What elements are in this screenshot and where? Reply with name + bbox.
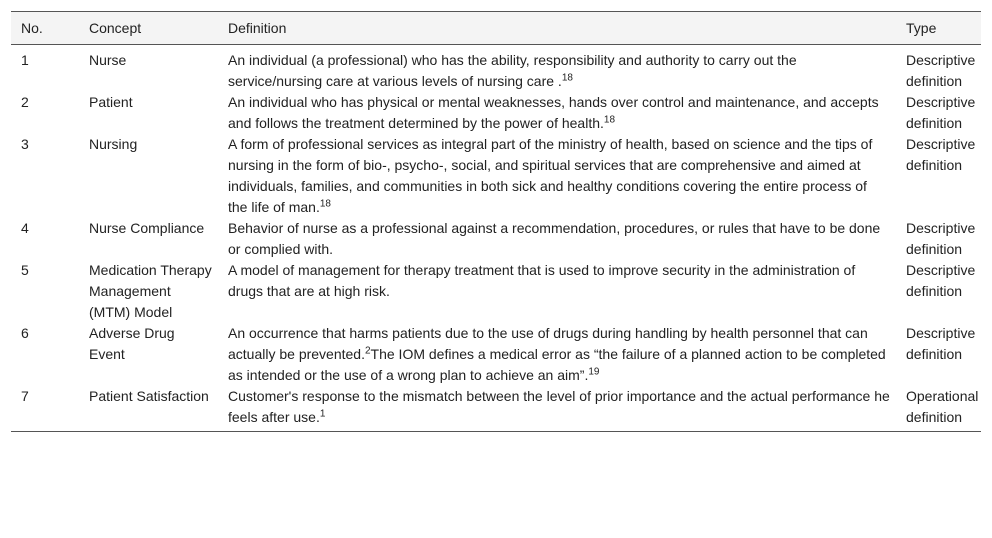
row-number: 3 (21, 136, 29, 152)
table-row (11, 45, 981, 93)
row-concept: Patient (89, 94, 133, 110)
row-type: Descriptive definition (906, 325, 976, 362)
header-row (11, 12, 981, 45)
table-row (11, 92, 981, 134)
table-row (11, 386, 981, 432)
row-definition (218, 218, 896, 260)
row-type: Descriptive definition (906, 262, 976, 299)
row-concept: Adverse Drug Event (89, 325, 175, 362)
definition-text: An individual who has physical or mental weaknesses, hands over control and maintenance, and accepts and follows the treatment determined by the power of health. (228, 94, 879, 131)
row-definition (218, 134, 896, 218)
table-row (11, 323, 981, 386)
row-number: 4 (21, 220, 29, 236)
table-body (11, 45, 981, 432)
definition-text: Behavior of nurse as a professional against a recommendation, procedures, or rules that have to be done or complied with. (228, 220, 881, 257)
table-header (11, 12, 981, 45)
table-row (11, 260, 981, 323)
row-definition (218, 386, 896, 432)
table-row (11, 134, 981, 218)
citation-reference: 2 (364, 345, 371, 357)
row-type: Descriptive definition (906, 220, 976, 257)
citation-reference: 18 (603, 114, 616, 126)
table-row (11, 218, 981, 260)
definition-text: The IOM defines a medical error as “the failure of a planned action to be completed as intended or the use of a wrong plan to achieve an aim”. (228, 346, 886, 383)
row-concept: Patient Satisfaction (79, 386, 218, 432)
row-number: 1 (21, 52, 29, 68)
definition-text: An individual (a professional) who has the ability, responsibility and authority to carry out the service/nursing care at various levels of nursing care . (228, 52, 797, 89)
header-definition: Definition (218, 12, 896, 45)
row-definition (218, 92, 896, 134)
row-definition (218, 260, 896, 323)
definition-text: A model of management for therapy treatment that is used to improve security in the administration of drugs that are at high risk. (228, 262, 856, 299)
citation-reference: 19 (588, 366, 600, 378)
row-number: 2 (21, 94, 29, 110)
citation-reference: 1 (319, 408, 326, 420)
row-number: 6 (21, 325, 29, 341)
citation-reference: 18 (561, 72, 573, 84)
header-concept: Concept (79, 12, 218, 45)
row-number: 7 (11, 386, 79, 432)
definitions-table-container (11, 11, 981, 432)
header-type: Type (896, 12, 981, 45)
definitions-table (11, 11, 981, 432)
definition-text: A form of professional services as integral part of the ministry of health, based on science and the tips of nursing in the form of bio-, psycho-, social, and spiritual services that are comprehensive and aimed at individuals, families, and communities in both sick and healthy conditions covering the entire process of the life of man. (228, 136, 873, 215)
definition-text: Customer's response to the mismatch between the level of prior importance and the actual performance he feels after use. (228, 388, 890, 425)
row-number: 5 (21, 262, 29, 278)
row-definition (218, 323, 896, 386)
row-concept: Nurse (89, 52, 127, 68)
header-no: No. (11, 12, 79, 45)
row-type: Descriptive definition (906, 52, 976, 89)
row-concept: Nurse Compliance (89, 220, 205, 236)
citation-reference: 18 (319, 198, 331, 210)
definition-text: An occurrence that harms patients due to the use of drugs during handling by health personnel that can actually be prevented. (228, 325, 868, 362)
row-concept: Nursing (89, 136, 138, 152)
row-definition (218, 45, 896, 93)
row-type: Operational definition (896, 386, 981, 432)
row-type: Descriptive definition (906, 136, 976, 173)
row-type: Descriptive definition (906, 94, 976, 131)
row-concept: Medication Therapy Management (MTM) Model (89, 262, 212, 320)
